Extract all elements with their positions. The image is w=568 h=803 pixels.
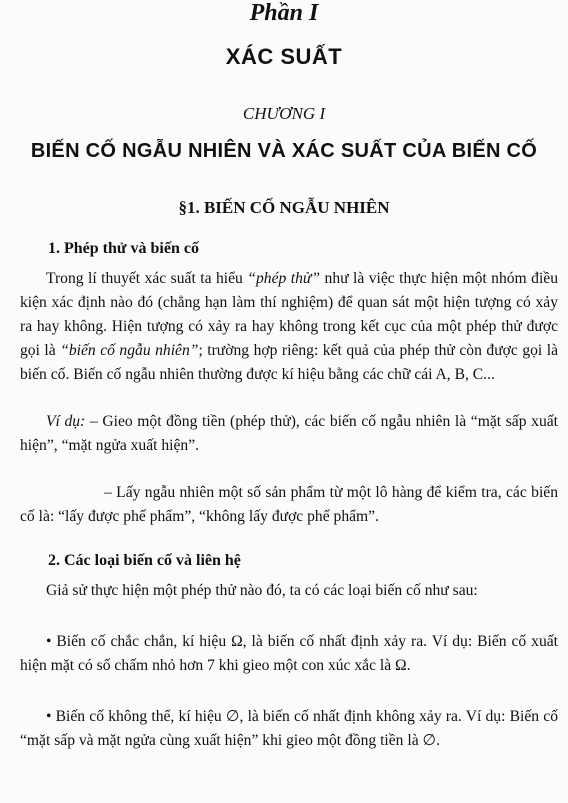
part-title: XÁC SUẤT [225, 44, 343, 69]
term-bien-co-ngau-nhien: “biến cố ngẫu nhiên” [60, 342, 199, 359]
part-heading: Phần I [249, 0, 319, 26]
text-run: – Gieo một đồng tiền (phép thử), các biến cố ngẫu nhiên là “mặt sấp xuất hiện”, “mặt ngửa xuất hiện”. [20, 413, 558, 454]
example-label: Ví dụ: [46, 413, 86, 430]
text-run: ; trường hợp riêng: kết quả của phép thử còn được gọi là biến cố. Biến cố ngẫu nhiên thường được kí hiệu bằng các chữ cái A, B, C... [20, 342, 558, 383]
text-run: như là việc thực hiện một nhóm điều kiện xác định nào đó (chẳng hạn làm thí nghiệm) để quan sát một hiện tượng có xảy ra hay không. Hiện tượng có xảy ra hay không trong kết cục của một phép thử được gọi là [20, 270, 558, 359]
paragraph-intro: Giả sử thực hiện một phép thử nào đó, ta có các loại biến cố như sau: [46, 582, 478, 599]
chapter-title: BIẾN CỐ NGẪU NHIÊN VÀ XÁC SUẤT CỦA BIẾN CỐ [30, 140, 538, 162]
subsection-heading-2: 2. Các loại biến cố và liên hệ [48, 552, 241, 569]
section-title: §1. BIẾN CỐ NGẪU NHIÊN [178, 198, 390, 217]
text-run: Trong lí thuyết xác suất ta hiểu [46, 270, 248, 287]
paragraph-definition [20, 267, 558, 387]
bullet-certain-event: • Biến cố chắc chắn, kí hiệu Ω, là biến cố nhất định xảy ra. Ví dụ: Biến cố xuất hiện mặt có số chấm nhỏ hơn 7 khi gieo một con xúc xắc là Ω. [20, 633, 558, 674]
chapter-heading: CHƯƠNG I [242, 104, 326, 123]
subsection-heading-1: 1. Phép thử và biến cố [48, 240, 199, 257]
bullet-impossible-event: • Biến cố không thể, kí hiệu ∅, là biến cố nhất định không xảy ra. Ví dụ: Biến cố “mặt sấp và mặt ngửa cùng xuất hiện” khi gieo một đồng tiền là ∅. [20, 708, 558, 749]
paragraph-example-2: – Lấy ngẫu nhiên một số sản phẩm từ một lô hàng để kiểm tra, các biến cố là: “lấy được phế phẩm”, “không lấy được phế phẩm”. [20, 484, 558, 525]
term-phep-thu: “phép thử” [247, 270, 321, 287]
paragraph-example-1 [20, 410, 558, 458]
